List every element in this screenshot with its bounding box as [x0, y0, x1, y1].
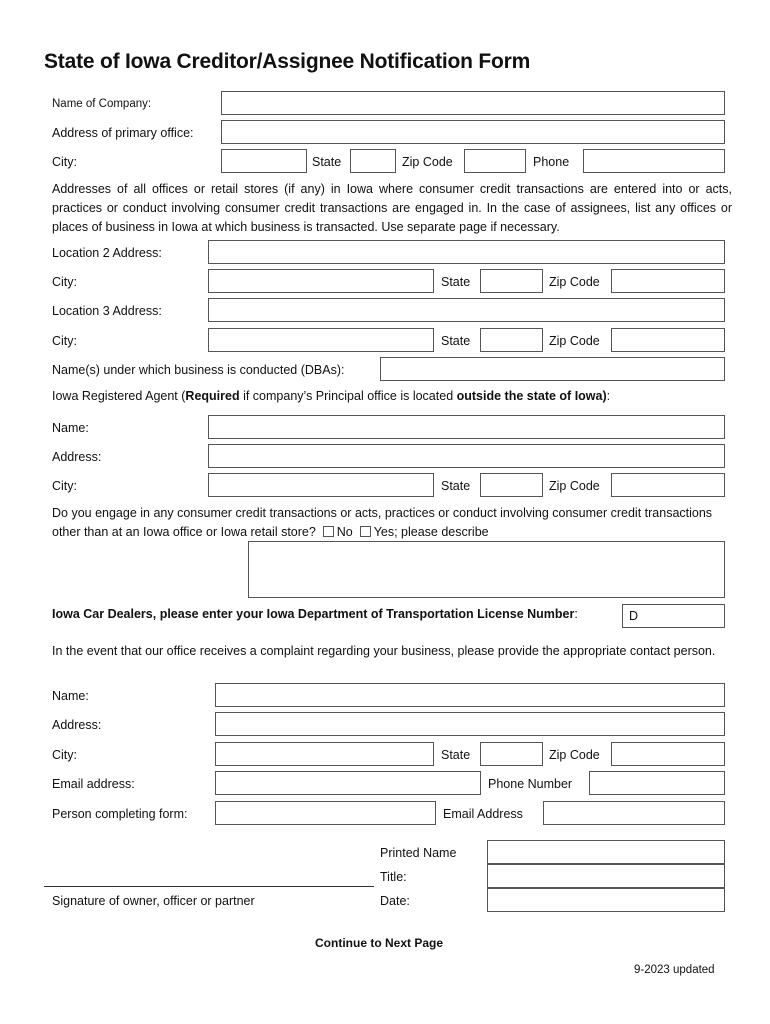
location2-city-field[interactable]	[208, 269, 434, 293]
city-label: City:	[52, 334, 77, 348]
zip-label: Zip Code	[549, 334, 600, 348]
location2-address-field[interactable]	[208, 240, 725, 264]
signature-line[interactable]	[44, 886, 374, 887]
dealer-license-field[interactable]	[622, 604, 725, 628]
agent-zip-field[interactable]	[611, 473, 725, 497]
zip-label: Zip Code	[549, 748, 600, 762]
city-field[interactable]	[221, 149, 307, 173]
dealer-license-label: Iowa Car Dealers, please enter your Iowa Department of Transportation License Number:	[52, 607, 578, 621]
agent-name-label: Name:	[52, 421, 89, 435]
zip-label: Zip Code	[549, 275, 600, 289]
city-label: City:	[52, 275, 77, 289]
title-label: Title:	[380, 870, 407, 884]
engage-question: Do you engage in any consumer credit transactions or acts, practices or conduct involving consumer credit transactions other than at an Iowa office or Iowa retail store? No Yes; please describe	[52, 506, 713, 539]
contact-zip-field[interactable]	[611, 742, 725, 766]
dba-label: Name(s) under which business is conducted (DBAs):	[52, 363, 345, 377]
agent-state-field[interactable]	[480, 473, 543, 497]
person-completing-label: Person completing form:	[52, 807, 188, 821]
primary-office-field[interactable]	[221, 120, 725, 144]
yes-option-label: Yes; please describe	[373, 525, 489, 539]
location2-zip-field[interactable]	[611, 269, 725, 293]
state-label: State	[441, 275, 471, 289]
contact-name-label: Name:	[52, 689, 89, 703]
agent-city-field[interactable]	[208, 473, 434, 497]
zip-label: Zip Code	[549, 479, 600, 493]
describe-textarea[interactable]	[248, 541, 725, 598]
no-option-label: No	[336, 525, 353, 539]
registered-agent-label: Iowa Registered Agent (Required if company’s Principal office is located outside the state of Iowa):	[52, 389, 611, 403]
state-field[interactable]	[350, 149, 396, 173]
contact-address-label: Address:	[52, 718, 102, 732]
email-address-label: Email Address	[443, 807, 523, 821]
phone-number-label: Phone Number	[488, 777, 573, 791]
continue-label: Continue to Next Page	[315, 936, 444, 950]
company-name-label: Name of Company:	[52, 98, 152, 110]
date-field[interactable]	[487, 888, 725, 912]
yes-checkbox[interactable]	[360, 526, 371, 537]
location3-address-field[interactable]	[208, 298, 725, 322]
state-label: State	[312, 155, 342, 169]
updated-label: 9-2023 updated	[634, 964, 715, 976]
contact-email-field[interactable]	[215, 771, 481, 795]
state-label: State	[441, 479, 471, 493]
location2-label: Location 2 Address:	[52, 246, 162, 260]
contact-address-field[interactable]	[215, 712, 725, 736]
date-label: Date:	[380, 894, 410, 908]
printed-name-label: Printed Name	[380, 846, 457, 860]
state-label: State	[441, 334, 471, 348]
no-checkbox[interactable]	[323, 526, 334, 537]
signature-label: Signature of owner, officer or partner	[52, 894, 255, 908]
contact-state-field[interactable]	[480, 742, 543, 766]
agent-name-field[interactable]	[208, 415, 725, 439]
location3-state-field[interactable]	[480, 328, 543, 352]
person-email-field[interactable]	[543, 801, 725, 825]
page-title: State of Iowa Creditor/Assignee Notification Form	[44, 50, 531, 73]
dealer-license-value: D	[629, 609, 639, 623]
contact-name-field[interactable]	[215, 683, 725, 707]
primary-office-label: Address of primary office:	[52, 126, 194, 140]
dba-field[interactable]	[380, 357, 725, 381]
state-label: State	[441, 748, 471, 762]
contact-phone-field[interactable]	[589, 771, 725, 795]
city-label: City:	[52, 748, 77, 762]
phone-field[interactable]	[583, 149, 725, 173]
city-label: City:	[52, 479, 77, 493]
location2-state-field[interactable]	[480, 269, 543, 293]
location3-label: Location 3 Address:	[52, 304, 162, 318]
title-field[interactable]	[487, 864, 725, 888]
contact-city-field[interactable]	[215, 742, 434, 766]
city-label: City:	[52, 155, 77, 169]
offices-paragraph: Addresses of all offices or retail stores (if any) in Iowa where consumer credit transactions are entered into or acts, practices or conduct involving consumer credit transactions are engaged in. In the case of assignees, list any offices or places of business in Iowa at which business is transacted. Use separate page if necessary.	[52, 182, 732, 234]
agent-address-field[interactable]	[208, 444, 725, 468]
complaint-paragraph: In the event that our office receives a complaint regarding your business, please provide the appropriate contact person.	[52, 644, 716, 658]
company-name-field[interactable]	[221, 91, 725, 115]
agent-address-label: Address:	[52, 450, 102, 464]
zip-field[interactable]	[464, 149, 526, 173]
location3-city-field[interactable]	[208, 328, 434, 352]
location3-zip-field[interactable]	[611, 328, 725, 352]
email-label: Email address:	[52, 777, 135, 791]
printed-name-field[interactable]	[487, 840, 725, 864]
person-completing-field[interactable]	[215, 801, 436, 825]
zip-label: Zip Code	[402, 155, 453, 169]
phone-label: Phone	[533, 155, 570, 169]
